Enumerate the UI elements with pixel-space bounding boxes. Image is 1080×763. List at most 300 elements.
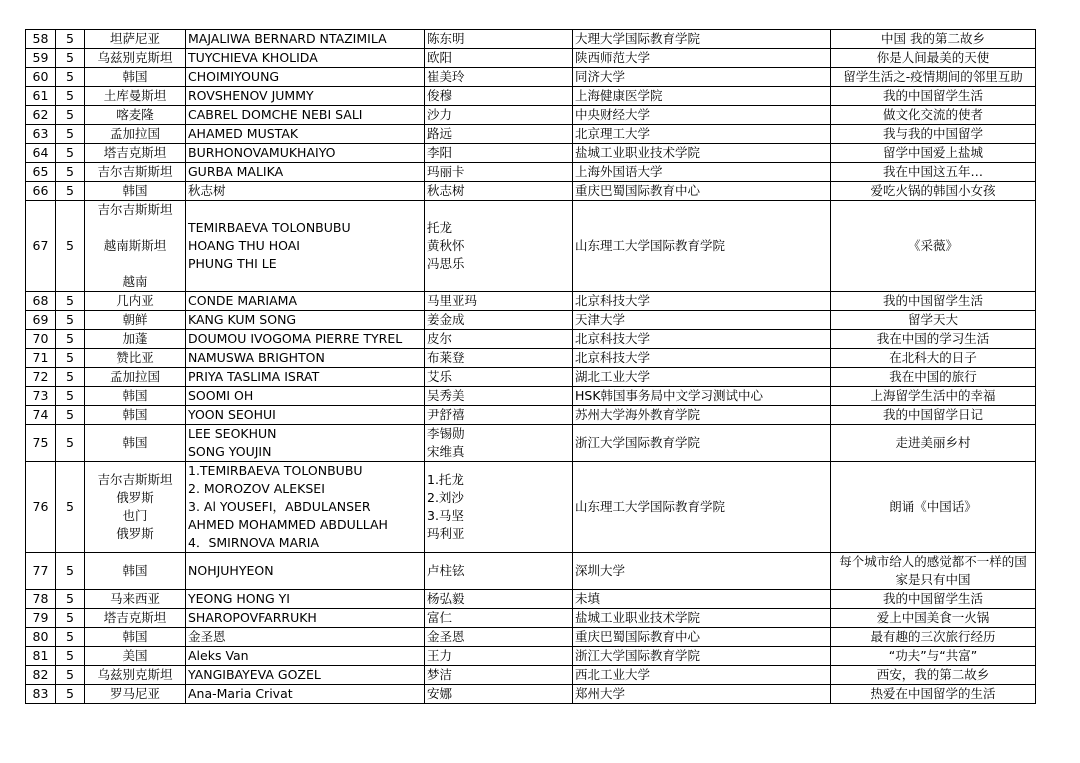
cell-number: 77 — [26, 553, 56, 590]
cell-name-line: GURBA MALIKA — [188, 164, 284, 179]
cell-grade: 5 — [56, 311, 85, 330]
cell-chinese-name-line: 玛利亚 — [427, 526, 465, 541]
cell-title — [831, 628, 1036, 647]
cell-name-line: YEONG HONG YI — [188, 591, 290, 606]
cell-name — [186, 182, 425, 201]
cell-grade: 5 — [56, 106, 85, 125]
cell-number: 66 — [26, 182, 56, 201]
table-row — [26, 30, 1036, 49]
cell-school: HSK韩国事务局中文学习测试中心 — [573, 387, 831, 406]
cell-name — [186, 106, 425, 125]
cell-number: 82 — [26, 666, 56, 685]
cell-name-line: 3. Al YOUSEFI，ABDULANSER — [188, 499, 371, 514]
cell-name — [186, 330, 425, 349]
cell-name — [186, 144, 425, 163]
cell-chinese-name — [425, 106, 573, 125]
cell-school: 盐城工业职业技术学院 — [573, 609, 831, 628]
cell-name-line: CABREL DOMCHE NEBI SALI — [188, 107, 363, 122]
cell-chinese-name-line: 皮尔 — [427, 331, 453, 346]
cell-title — [831, 685, 1036, 704]
cell-country — [85, 590, 186, 609]
cell-title — [831, 68, 1036, 87]
cell-country — [85, 330, 186, 349]
cell-grade: 5 — [56, 368, 85, 387]
cell-school: 山东理工大学国际教育学院 — [573, 201, 831, 292]
cell-number: 64 — [26, 144, 56, 163]
cell-chinese-name — [425, 462, 573, 553]
cell-number: 58 — [26, 30, 56, 49]
cell-country-line: 俄罗斯 — [116, 526, 154, 541]
cell-chinese-name — [425, 406, 573, 425]
cell-school: 湖北工业大学 — [573, 368, 831, 387]
cell-country — [85, 87, 186, 106]
cell-chinese-name — [425, 685, 573, 704]
cell-country-line: 韩国 — [122, 407, 148, 422]
cell-title-line: 最有趣的三次旅行经历 — [870, 629, 996, 644]
cell-chinese-name-line: 陈东明 — [427, 31, 465, 46]
cell-title — [831, 590, 1036, 609]
cell-school: 深圳大学 — [573, 553, 831, 590]
cell-name-line: 2. MOROZOV ALEKSEI — [188, 481, 325, 496]
cell-name-line: SONG YOUJIN — [188, 444, 272, 459]
cell-grade: 5 — [56, 387, 85, 406]
cell-country — [85, 68, 186, 87]
cell-country-line: 孟加拉国 — [109, 126, 160, 141]
cell-chinese-name — [425, 68, 573, 87]
cell-grade: 5 — [56, 125, 85, 144]
cell-chinese-name-line: 崔美玲 — [427, 69, 465, 84]
cell-country-line: 加蓬 — [122, 331, 148, 346]
table-row — [26, 292, 1036, 311]
cell-title-line: 我的中国留学生活 — [882, 88, 983, 103]
cell-grade: 5 — [56, 87, 85, 106]
table-row — [26, 68, 1036, 87]
cell-number: 83 — [26, 685, 56, 704]
cell-title — [831, 666, 1036, 685]
cell-chinese-name-line — [427, 201, 570, 219]
cell-country-line: 韩国 — [122, 629, 148, 644]
cell-chinese-name — [425, 144, 573, 163]
cell-school: 北京科技大学 — [573, 349, 831, 368]
cell-grade: 5 — [56, 349, 85, 368]
cell-country-line: 坦萨尼亚 — [109, 31, 160, 46]
cell-chinese-name — [425, 609, 573, 628]
cell-school: 浙江大学国际教育学院 — [573, 425, 831, 462]
cell-chinese-name — [425, 87, 573, 106]
cell-school: 北京科技大学 — [573, 330, 831, 349]
table-row — [26, 311, 1036, 330]
cell-country — [85, 163, 186, 182]
cell-title-line: 爱上中国美食一火锅 — [876, 610, 990, 625]
cell-title — [831, 311, 1036, 330]
cell-name-line — [188, 201, 422, 219]
cell-country-line: 孟加拉国 — [109, 369, 160, 384]
cell-title-line: 西安，我的第二故乡 — [876, 667, 990, 682]
cell-school: 北京科技大学 — [573, 292, 831, 311]
cell-title-line: 每个城市给人的感觉都不一样的国 — [839, 554, 1027, 569]
cell-chinese-name-line: 李锡勋 — [427, 426, 465, 441]
cell-country — [85, 387, 186, 406]
cell-grade: 5 — [56, 182, 85, 201]
cell-name — [186, 163, 425, 182]
cell-chinese-name-line: 吴秀美 — [427, 388, 465, 403]
table-row — [26, 163, 1036, 182]
cell-country-line: 越南 — [122, 274, 148, 289]
cell-name-line: LEE SEOKHUN — [188, 426, 277, 441]
cell-country — [85, 144, 186, 163]
cell-chinese-name-line: 俊穆 — [427, 88, 453, 103]
cell-school: 上海健康医学院 — [573, 87, 831, 106]
cell-school: 上海外国语大学 — [573, 163, 831, 182]
cell-grade: 5 — [56, 685, 85, 704]
table-row — [26, 106, 1036, 125]
cell-chinese-name-line: 布莱登 — [427, 350, 465, 365]
table-row — [26, 553, 1036, 590]
cell-name — [186, 590, 425, 609]
cell-title — [831, 163, 1036, 182]
cell-grade: 5 — [56, 163, 85, 182]
cell-country-line: 乌兹别克斯坦 — [97, 667, 173, 682]
cell-chinese-name-line: 尹舒禧 — [427, 407, 465, 422]
cell-country — [85, 368, 186, 387]
cell-country-line: 塔吉克斯坦 — [103, 610, 167, 625]
cell-country-line: 罗马尼亚 — [109, 686, 160, 701]
cell-title — [831, 330, 1036, 349]
cell-number: 65 — [26, 163, 56, 182]
cell-country-line: 吉尔吉斯斯坦 — [97, 472, 173, 487]
cell-title-line: 我的中国留学生活 — [882, 591, 983, 606]
cell-grade: 5 — [56, 647, 85, 666]
table-row — [26, 349, 1036, 368]
table-row — [26, 666, 1036, 685]
cell-title — [831, 201, 1036, 292]
cell-title — [831, 182, 1036, 201]
cell-name — [186, 425, 425, 462]
cell-chinese-name-line: 金圣恩 — [427, 629, 465, 644]
cell-name-line: DOUMOU IVOGOMA PIERRE TYREL — [188, 331, 403, 346]
cell-chinese-name — [425, 425, 573, 462]
cell-name — [186, 49, 425, 68]
cell-title-line: 中国 我的第二故乡 — [881, 31, 985, 46]
cell-grade: 5 — [56, 425, 85, 462]
cell-chinese-name — [425, 30, 573, 49]
cell-name-line: CHOIMIYOUNG — [188, 69, 280, 84]
cell-country — [85, 685, 186, 704]
cell-chinese-name — [425, 553, 573, 590]
cell-name — [186, 311, 425, 330]
cell-school: 重庆巴蜀国际教育中心 — [573, 628, 831, 647]
cell-title — [831, 292, 1036, 311]
cell-chinese-name-line: 玛丽卡 — [427, 164, 465, 179]
cell-name-line: Ana-Maria Crivat — [188, 686, 293, 701]
cell-name — [186, 628, 425, 647]
cell-country-line: 韩国 — [122, 69, 148, 84]
cell-country-line — [87, 219, 183, 237]
cell-country — [85, 666, 186, 685]
cell-chinese-name — [425, 311, 573, 330]
cell-chinese-name-line: 艾乐 — [427, 369, 453, 384]
cell-chinese-name — [425, 590, 573, 609]
cell-chinese-name-line: 马里亚玛 — [427, 293, 478, 308]
cell-chinese-name-line: 杨弘毅 — [427, 591, 465, 606]
cell-name — [186, 685, 425, 704]
cell-name-line — [188, 273, 422, 291]
cell-number: 78 — [26, 590, 56, 609]
cell-title-line: 我在中国的旅行 — [889, 369, 977, 384]
cell-chinese-name — [425, 163, 573, 182]
cell-chinese-name — [425, 292, 573, 311]
cell-grade: 5 — [56, 553, 85, 590]
table-row — [26, 425, 1036, 462]
cell-country-line — [87, 255, 183, 273]
table-row — [26, 144, 1036, 163]
cell-school: 重庆巴蜀国际教育中心 — [573, 182, 831, 201]
cell-title-line: 朗诵《中国话》 — [889, 499, 977, 514]
cell-title-line: 我的中国留学生活 — [882, 293, 983, 308]
table-row — [26, 590, 1036, 609]
cell-name-line: 金圣恩 — [188, 629, 226, 644]
cell-country — [85, 30, 186, 49]
cell-name-line: 4．SMIRNOVA MARIA — [188, 535, 320, 550]
cell-school: 中央财经大学 — [573, 106, 831, 125]
cell-number: 80 — [26, 628, 56, 647]
cell-chinese-name-line: 冯思乐 — [427, 256, 465, 271]
cell-title-line: 留学生活之-疫情期间的邻里互助 — [843, 69, 1023, 84]
cell-chinese-name — [425, 368, 573, 387]
table-row — [26, 647, 1036, 666]
cell-number: 76 — [26, 462, 56, 553]
cell-name-line: TEMIRBAEVA TOLONBUBU — [188, 220, 351, 235]
cell-title-line: 留学天大 — [907, 312, 958, 327]
cell-country — [85, 292, 186, 311]
cell-number: 79 — [26, 609, 56, 628]
cell-chinese-name-line: 姜金成 — [427, 312, 465, 327]
cell-number: 74 — [26, 406, 56, 425]
cell-country — [85, 201, 186, 292]
cell-title — [831, 106, 1036, 125]
cell-name-line: ROVSHENOV JUMMY — [188, 88, 314, 103]
cell-number: 62 — [26, 106, 56, 125]
cell-chinese-name-line: 1.托龙 — [427, 472, 464, 487]
cell-name-line: NOHJUHYEON — [188, 563, 274, 578]
cell-grade: 5 — [56, 590, 85, 609]
cell-name — [186, 125, 425, 144]
cell-country — [85, 49, 186, 68]
cell-school: 陕西师范大学 — [573, 49, 831, 68]
cell-name-line: PRIYA TASLIMA ISRAT — [188, 369, 320, 384]
cell-title-line: 我与我的中国留学 — [882, 126, 983, 141]
cell-chinese-name-line: 2.刘沙 — [427, 490, 464, 505]
cell-school: 同济大学 — [573, 68, 831, 87]
cell-country-line: 也门 — [122, 508, 148, 523]
cell-country-line: 塔吉克斯坦 — [103, 145, 167, 160]
cell-chinese-name — [425, 666, 573, 685]
table-body — [26, 30, 1036, 704]
table-row — [26, 462, 1036, 553]
cell-title — [831, 425, 1036, 462]
cell-name-line: SOOMI OH — [188, 388, 254, 403]
cell-number: 69 — [26, 311, 56, 330]
table-row — [26, 201, 1036, 292]
cell-name — [186, 609, 425, 628]
cell-grade: 5 — [56, 609, 85, 628]
cell-title-line: 上海留学生活中的幸福 — [870, 388, 996, 403]
cell-grade: 5 — [56, 406, 85, 425]
cell-chinese-name — [425, 628, 573, 647]
cell-title-line: 你是人间最美的天使 — [876, 50, 990, 65]
cell-school: 未填 — [573, 590, 831, 609]
cell-country-line: 吉尔吉斯斯坦 — [97, 202, 173, 217]
cell-name — [186, 68, 425, 87]
cell-grade: 5 — [56, 292, 85, 311]
cell-country-line: 朝鲜 — [122, 312, 148, 327]
cell-country-line: 喀麦隆 — [116, 107, 154, 122]
table-row — [26, 49, 1036, 68]
cell-name-line: Aleks Van — [188, 648, 249, 663]
cell-name-line: 秋志树 — [188, 183, 226, 198]
cell-number: 63 — [26, 125, 56, 144]
cell-chinese-name-line: 梦洁 — [427, 667, 453, 682]
cell-number: 60 — [26, 68, 56, 87]
cell-title — [831, 49, 1036, 68]
cell-title — [831, 387, 1036, 406]
results-table — [25, 29, 1036, 704]
cell-title-line: 做文化交流的使者 — [882, 107, 983, 122]
cell-name — [186, 368, 425, 387]
cell-chinese-name-line — [427, 273, 570, 291]
cell-title — [831, 462, 1036, 553]
cell-grade: 5 — [56, 666, 85, 685]
cell-name-line: CONDE MARIAMA — [188, 293, 298, 308]
cell-country-line: 吉尔吉斯斯坦 — [97, 164, 173, 179]
cell-name — [186, 201, 425, 292]
cell-name — [186, 553, 425, 590]
cell-grade: 5 — [56, 628, 85, 647]
cell-name-line: AHMED MOHAMMED ABDULLAH — [188, 517, 388, 532]
cell-number: 70 — [26, 330, 56, 349]
cell-name-line: AHAMED MUSTAK — [188, 126, 299, 141]
table-row — [26, 368, 1036, 387]
cell-chinese-name — [425, 49, 573, 68]
cell-title-line: 我在中国这五年… — [882, 164, 983, 179]
cell-country-line: 韩国 — [122, 183, 148, 198]
cell-chinese-name-line: 李阳 — [427, 145, 453, 160]
cell-chinese-name — [425, 330, 573, 349]
cell-country — [85, 311, 186, 330]
cell-chinese-name-line: 欧阳 — [427, 50, 453, 65]
cell-country-line: 赞比亚 — [116, 350, 154, 365]
cell-title-line: 爱吃火锅的韩国小女孩 — [870, 183, 996, 198]
cell-country-line: 俄罗斯 — [116, 490, 154, 505]
cell-title — [831, 647, 1036, 666]
cell-country — [85, 125, 186, 144]
cell-country-line: 韩国 — [122, 435, 148, 450]
cell-country — [85, 106, 186, 125]
cell-grade: 5 — [56, 68, 85, 87]
cell-name-line: YOON SEOHUI — [188, 407, 276, 422]
table-row — [26, 330, 1036, 349]
cell-grade: 5 — [56, 144, 85, 163]
cell-title-line: 在北科大的日子 — [889, 350, 977, 365]
cell-country — [85, 628, 186, 647]
cell-title-line: 走进美丽乡村 — [895, 435, 971, 450]
cell-name — [186, 349, 425, 368]
cell-title-line: 家是只有中国 — [895, 572, 971, 587]
cell-title — [831, 349, 1036, 368]
cell-name-line: NAMUSWA BRIGHTON — [188, 350, 325, 365]
table-row — [26, 387, 1036, 406]
cell-title — [831, 406, 1036, 425]
cell-school: 北京理工大学 — [573, 125, 831, 144]
cell-chinese-name-line: 富仁 — [427, 610, 453, 625]
cell-country-line: 几内亚 — [116, 293, 154, 308]
cell-number: 73 — [26, 387, 56, 406]
cell-title — [831, 144, 1036, 163]
cell-country-line: 韩国 — [122, 388, 148, 403]
cell-name-line: KANG KUM SONG — [188, 312, 297, 327]
cell-number: 71 — [26, 349, 56, 368]
cell-name-line: 1.TEMIRBAEVA TOLONBUBU — [188, 463, 363, 478]
cell-number: 68 — [26, 292, 56, 311]
cell-title-line: 留学中国爱上盐城 — [882, 145, 983, 160]
cell-grade: 5 — [56, 30, 85, 49]
table-row — [26, 685, 1036, 704]
cell-school: 盐城工业职业技术学院 — [573, 144, 831, 163]
cell-country-line: 越南斯斯坦 — [103, 238, 167, 253]
cell-country — [85, 462, 186, 553]
cell-school: 天津大学 — [573, 311, 831, 330]
cell-chinese-name — [425, 201, 573, 292]
table-row — [26, 182, 1036, 201]
cell-name-line: SHAROPOVFARRUKH — [188, 610, 317, 625]
cell-chinese-name-line: 安娜 — [427, 686, 453, 701]
cell-chinese-name-line: 黄秋怀 — [427, 238, 465, 253]
table-row — [26, 125, 1036, 144]
cell-title-line: “功夫”与“共富” — [888, 648, 978, 663]
cell-title — [831, 30, 1036, 49]
cell-country — [85, 349, 186, 368]
cell-country — [85, 425, 186, 462]
cell-chinese-name-line: 秋志树 — [427, 183, 465, 198]
cell-chinese-name-line: 路远 — [427, 126, 453, 141]
cell-school: 苏州大学海外教育学院 — [573, 406, 831, 425]
cell-title-line: 我在中国的学习生活 — [876, 331, 990, 346]
cell-name-line: YANGIBAYEVA GOZEL — [188, 667, 321, 682]
cell-title — [831, 125, 1036, 144]
cell-number: 67 — [26, 201, 56, 292]
cell-number: 75 — [26, 425, 56, 462]
cell-name-line: PHUNG THI LE — [188, 256, 277, 271]
table-row — [26, 87, 1036, 106]
cell-chinese-name — [425, 182, 573, 201]
cell-title — [831, 368, 1036, 387]
cell-country-line: 美国 — [122, 648, 148, 663]
cell-number: 81 — [26, 647, 56, 666]
cell-grade: 5 — [56, 462, 85, 553]
cell-name — [186, 30, 425, 49]
cell-number: 59 — [26, 49, 56, 68]
cell-chinese-name-line: 王力 — [427, 648, 453, 663]
cell-name — [186, 406, 425, 425]
table-row — [26, 609, 1036, 628]
cell-title-line: 我的中国留学日记 — [882, 407, 983, 422]
cell-name — [186, 292, 425, 311]
cell-chinese-name — [425, 387, 573, 406]
cell-grade: 5 — [56, 49, 85, 68]
cell-name — [186, 666, 425, 685]
cell-name-line: TUYCHIEVA KHOLIDA — [188, 50, 318, 65]
cell-country-line: 土库曼斯坦 — [103, 88, 167, 103]
